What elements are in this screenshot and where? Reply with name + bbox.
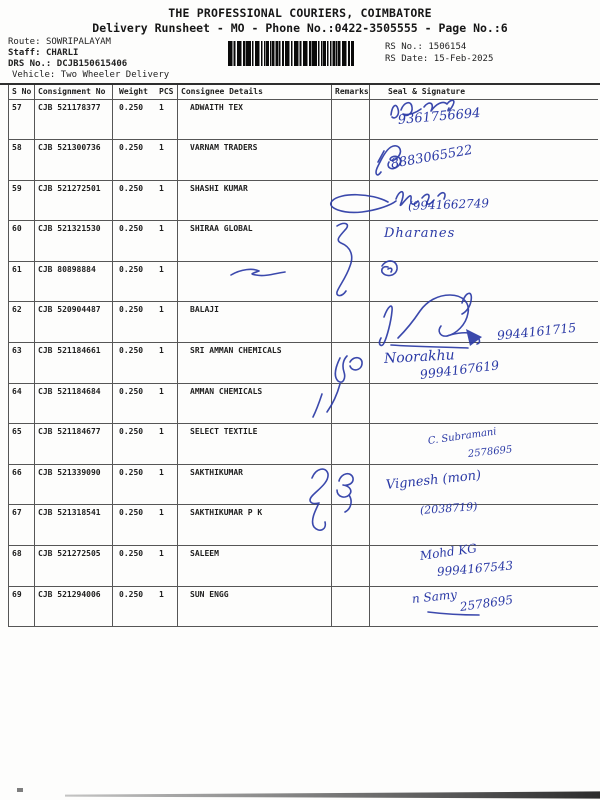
cell-pcs: 1 [159, 183, 164, 193]
staff-label: Staff: [8, 48, 41, 58]
cell-seal [370, 383, 598, 424]
scan-artifact-dot [17, 788, 23, 792]
col-header-weight: Weight [119, 87, 148, 96]
cell-seal [370, 464, 598, 505]
cell-remarks [332, 221, 370, 262]
route-label: Route: [8, 37, 41, 47]
cell-seal [370, 424, 598, 465]
cell-consignee: SHASHI KUMAR [178, 180, 332, 221]
rs-date-value: 15-Feb-2025 [433, 54, 494, 64]
table-row [9, 302, 598, 343]
staff-value: CHARLI [45, 48, 79, 58]
table-row [9, 383, 598, 424]
cell-consignee: SUN ENGG [178, 586, 332, 627]
cell-sno: 67 [9, 505, 35, 546]
cell-seal [370, 99, 598, 140]
rs-date-line [385, 54, 493, 64]
cell-pcs: 1 [159, 224, 164, 234]
cell-weight: 0.250 [119, 549, 144, 559]
cell-weight-pcs [113, 261, 178, 302]
signature-phone: 9944161715 [496, 319, 577, 343]
cell-weight: 0.250 [119, 102, 144, 112]
cell-sno: 68 [9, 546, 35, 587]
signature-name: Noorakhu [383, 347, 455, 367]
cell-weight: 0.250 [119, 427, 144, 437]
cell-remarks [332, 261, 370, 302]
cell-seal [370, 140, 598, 181]
cell-weight-pcs [113, 586, 178, 627]
cell-pcs: 1 [159, 102, 164, 112]
cell-pcs: 1 [159, 508, 164, 518]
table-row [9, 505, 598, 546]
scan-artifact-bottom [65, 791, 600, 799]
cell-remarks [332, 586, 370, 627]
cell-pcs: 1 [159, 305, 164, 315]
cell-weight-pcs [113, 383, 178, 424]
drs-value: DCJB150615406 [56, 59, 128, 69]
cell-consignee [178, 261, 332, 302]
rs-date-label: RS Date: [385, 54, 429, 64]
cell-consignment: CJB 521178377 [35, 99, 113, 140]
signature-phone: (2038719) [419, 499, 478, 517]
signature-name: Dharanes [384, 226, 456, 241]
cell-sno: 64 [9, 383, 35, 424]
cell-consignment: CJB 521184677 [35, 424, 113, 465]
table-row [9, 546, 598, 587]
cell-weight: 0.250 [119, 386, 144, 396]
cell-weight: 0.250 [119, 143, 144, 153]
cell-consignee: VARNAM TRADERS [178, 140, 332, 181]
route-line [8, 37, 111, 47]
cell-sno: 65 [9, 424, 35, 465]
page-subtitle: Delivery Runsheet - MO - Phone No.:0422-3505555 - Page No.:6 [92, 21, 508, 35]
vehicle-line [12, 70, 169, 80]
signature-phone: 8883065522 [389, 142, 474, 172]
cell-pcs: 1 [159, 467, 164, 477]
cell-weight-pcs [113, 546, 178, 587]
cell-sno: 57 [9, 99, 35, 140]
cell-seal [370, 546, 598, 587]
cell-remarks [332, 302, 370, 343]
cell-weight-pcs [113, 140, 178, 181]
barcode [228, 41, 354, 66]
cell-consignee: SALEEM [178, 546, 332, 587]
cell-sno: 59 [9, 180, 35, 221]
col-header-remarks: Remarks [332, 85, 370, 99]
cell-remarks [332, 383, 370, 424]
cell-weight: 0.250 [119, 508, 144, 518]
cell-consignee: SRI AMMAN CHEMICALS [178, 343, 332, 384]
cell-sno: 62 [9, 302, 35, 343]
col-header-consignee: Consignee Details [178, 85, 332, 99]
signature-name: C. Subramani [427, 426, 498, 447]
cell-seal [370, 302, 598, 343]
cell-consignee: SAKTHIKUMAR P K [178, 505, 332, 546]
cell-sno: 63 [9, 343, 35, 384]
cell-weight-pcs [113, 180, 178, 221]
cell-remarks [332, 180, 370, 221]
table-row [9, 261, 598, 302]
cell-sno: 61 [9, 261, 35, 302]
cell-remarks [332, 99, 370, 140]
cell-consignment: CJB 521272505 [35, 546, 113, 587]
cell-pcs: 1 [159, 549, 164, 559]
runsheet-table [8, 85, 598, 627]
cell-sno: 69 [9, 586, 35, 627]
table-row [9, 180, 598, 221]
rs-no-value: 1506154 [428, 42, 467, 52]
cell-weight: 0.250 [119, 305, 144, 315]
cell-consignment: CJB 521318541 [35, 505, 113, 546]
cell-remarks [332, 464, 370, 505]
cell-weight-pcs [113, 343, 178, 384]
cell-pcs: 1 [159, 427, 164, 437]
drs-label: DRS No.: [8, 59, 52, 69]
cell-remarks [332, 546, 370, 587]
table-row [9, 464, 598, 505]
col-header-weight-pcs [113, 85, 178, 99]
rs-no-line [385, 42, 466, 52]
cell-consignment: CJB 521184684 [35, 383, 113, 424]
table-row [9, 140, 598, 181]
signature-phone: 2578695 [459, 592, 514, 614]
cell-sno: 60 [9, 221, 35, 262]
cell-sno: 66 [9, 464, 35, 505]
cell-weight: 0.250 [119, 224, 144, 234]
cell-pcs: 1 [159, 143, 164, 153]
cell-consignee: SAKTHIKUMAR [178, 464, 332, 505]
vehicle-value: Two Wheeler Delivery [60, 70, 170, 80]
cell-consignment: CJB 521300736 [35, 140, 113, 181]
cell-weight: 0.250 [119, 346, 144, 356]
rs-no-label: RS No.: [385, 42, 423, 52]
cell-seal [370, 586, 598, 627]
cell-weight-pcs [113, 302, 178, 343]
cell-seal [370, 505, 598, 546]
cell-weight: 0.250 [119, 467, 144, 477]
cell-pcs: 1 [159, 589, 164, 599]
table-header-row [9, 85, 598, 99]
cell-weight-pcs [113, 99, 178, 140]
cell-consignment: CJB 521339090 [35, 464, 113, 505]
signature-name: Mohd KG [419, 541, 478, 563]
signature-phone: (9941662749 [407, 196, 490, 213]
cell-consignment: CJB 521272501 [35, 180, 113, 221]
cell-pcs: 1 [159, 386, 164, 396]
cell-weight-pcs [113, 505, 178, 546]
drs-line [8, 59, 127, 69]
col-header-sno: S No [9, 85, 35, 99]
cell-consignee: AMMAN CHEMICALS [178, 383, 332, 424]
cell-consignment: CJB 521321530 [35, 221, 113, 262]
cell-consignment: CJB 521184661 [35, 343, 113, 384]
cell-consignee: SHIRAA GLOBAL [178, 221, 332, 262]
cell-weight-pcs [113, 424, 178, 465]
staff-line [8, 48, 78, 58]
cell-consignment: CJB 80898884 [35, 261, 113, 302]
cell-pcs: 1 [159, 264, 164, 274]
route-value: SOWRIPALAYAM [45, 37, 111, 47]
cell-consignee: ADWAITH TEX [178, 99, 332, 140]
col-header-consignment: Consignment No [35, 85, 113, 99]
signature-phone: 9994167619 [419, 357, 500, 382]
cell-remarks [332, 140, 370, 181]
cell-consignment: CJB 521294006 [35, 586, 113, 627]
cell-remarks [332, 424, 370, 465]
signature-name: n Samy [411, 587, 458, 606]
cell-consignee: SELECT TEXTILE [178, 424, 332, 465]
signature-phone: 2578695 [467, 444, 513, 460]
col-header-pcs: PCS [159, 87, 174, 96]
cell-sno: 58 [9, 140, 35, 181]
cell-seal [370, 261, 598, 302]
col-header-seal: Seal & Signature [370, 85, 598, 99]
signature-name: Vignesh (mon) [385, 468, 482, 493]
cell-consignment: CJB 520904487 [35, 302, 113, 343]
cell-weight-pcs [113, 221, 178, 262]
cell-consignee: BALAJI [178, 302, 332, 343]
signature-phone: 9994167543 [436, 558, 514, 579]
cell-remarks [332, 505, 370, 546]
cell-seal [370, 180, 598, 221]
table-row [9, 586, 598, 627]
cell-weight-pcs [113, 464, 178, 505]
signature-phone: 9361756694 [397, 105, 482, 128]
vehicle-label: Vehicle: [12, 70, 56, 80]
cell-weight: 0.250 [119, 183, 144, 193]
cell-pcs: 1 [159, 346, 164, 356]
cell-weight: 0.250 [119, 264, 144, 274]
cell-remarks [332, 343, 370, 384]
cell-seal [370, 221, 598, 262]
table-row [9, 99, 598, 140]
cell-seal [370, 343, 598, 384]
cell-weight: 0.250 [119, 589, 144, 599]
table-row [9, 424, 598, 465]
table-row [9, 221, 598, 262]
table-row [9, 343, 598, 384]
page-title: THE PROFESSIONAL COURIERS, COIMBATORE [168, 6, 432, 20]
